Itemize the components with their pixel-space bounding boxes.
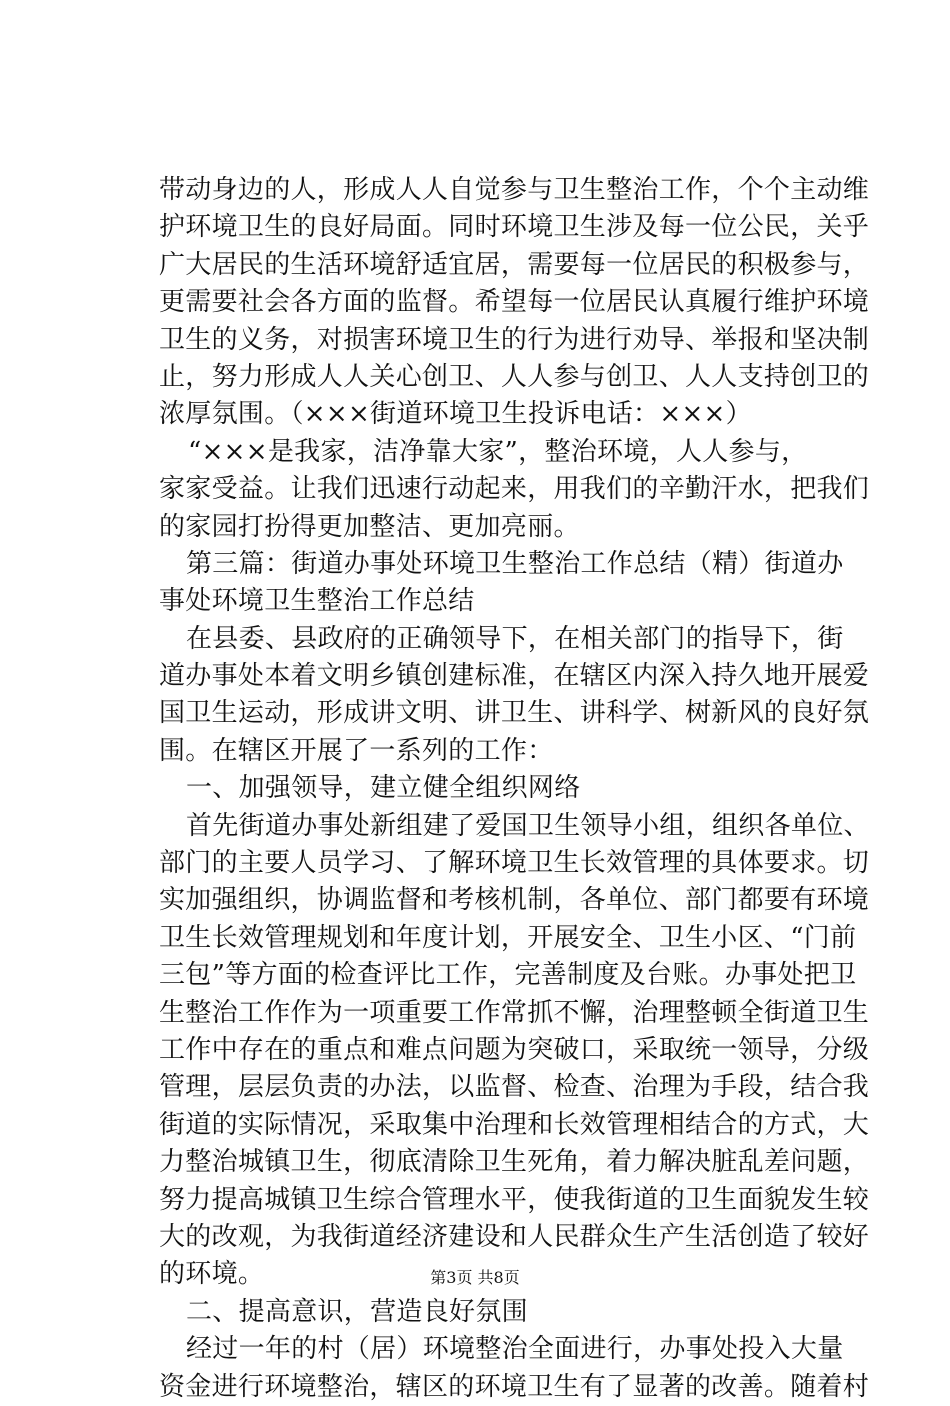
text-line: 国卫生运动，形成讲文明、讲卫生、讲科学、树新风的良好氛	[159, 698, 870, 729]
page-number: 第3页 共8页	[430, 1268, 520, 1287]
text-line: 大的改观，为我街道经济建设和人民群众生产生活创造了较好	[159, 1221, 870, 1252]
text-line: 围。在辖区开展了一系列的工作：	[159, 735, 554, 766]
section-heading: 事处环境卫生整治工作总结	[159, 586, 475, 617]
text-line: 更需要社会各方面的监督。希望每一位居民认真履行维护环境	[159, 287, 870, 318]
text-line: 生整治工作作为一项重要工作常抓不懈，治理整顿全街道卫生	[159, 997, 870, 1028]
text-line: 广大居民的生活环境舒适宜居，需要每一位居民的积极参与，	[159, 249, 870, 280]
document-body	[159, 172, 870, 1406]
text-line: 部门的主要人员学习、了解环境卫生长效管理的具体要求。切	[159, 848, 870, 879]
text-line: 首先街道办事处新组建了爱国卫生领导小组，组织各单位、	[186, 810, 870, 841]
text-line: 三包”等方面的检查评比工作，完善制度及台账。办事处把卫	[159, 960, 857, 991]
text-line: 的环境。	[159, 1259, 265, 1290]
text-line: 的家园打扮得更加整洁、更加亮丽。	[159, 511, 580, 542]
text-line: 力整治城镇卫生，彻底清除卫生死角，着力解决脏乱差问题，	[159, 1147, 870, 1178]
text-line: 管理，层层负责的办法，以监督、检查、治理为手段，结合我	[159, 1072, 870, 1103]
section-heading: 第三篇：街道办事处环境卫生整治工作总结（精）街道办	[186, 548, 844, 579]
subsection-heading: 二、提高意识，营造良好氛围	[186, 1296, 528, 1327]
text-line: 止，努力形成人人关心创卫、人人参与创卫、人人支持创卫的	[159, 361, 870, 392]
text-line: 资金进行环境整治，辖区的环境卫生有了显著的改善。随着村	[159, 1371, 870, 1402]
text-line: 浓厚氛围。（×××街道环境卫生投诉电话：×××）	[159, 399, 752, 430]
text-line: “×××是我家，洁净靠大家”，整治环境，人人参与，	[188, 436, 808, 467]
text-line: 实加强组织，协调监督和考核机制，各单位、部门都要有环境	[159, 885, 870, 916]
text-line: 带动身边的人，形成人人自觉参与卫生整治工作，个个主动维	[159, 175, 870, 205]
text-line: 经过一年的村（居）环境整治全面进行，办事处投入大量	[186, 1334, 844, 1365]
text-line: 工作中存在的重点和难点问题为突破口，采取统一领导，分级	[159, 1034, 870, 1065]
text-line: 在县委、县政府的正确领导下，在相关部门的指导下，街	[186, 623, 844, 654]
text-line: 努力提高城镇卫生综合管理水平，使我街道的卫生面貌发生较	[159, 1184, 870, 1215]
text-line: 卫生的义务，对损害环境卫生的行为进行劝导、举报和坚决制	[159, 324, 870, 355]
text-line: 道办事处本着文明乡镇创建标准，在辖区内深入持久地开展爱	[159, 661, 870, 692]
text-line: 家家受益。让我们迅速行动起来，用我们的辛勤汗水，把我们	[159, 474, 870, 505]
text-line: 卫生长效管理规划和年度计划，开展安全、卫生小区、“门前	[159, 922, 857, 953]
text-line: 街道的实际情况，采取集中治理和长效管理相结合的方式，大	[159, 1109, 870, 1140]
subsection-heading: 一、加强领导，建立健全组织网络	[186, 773, 581, 804]
text-line: 护环境卫生的良好局面。同时环境卫生涉及每一位公民，关乎	[159, 212, 870, 243]
